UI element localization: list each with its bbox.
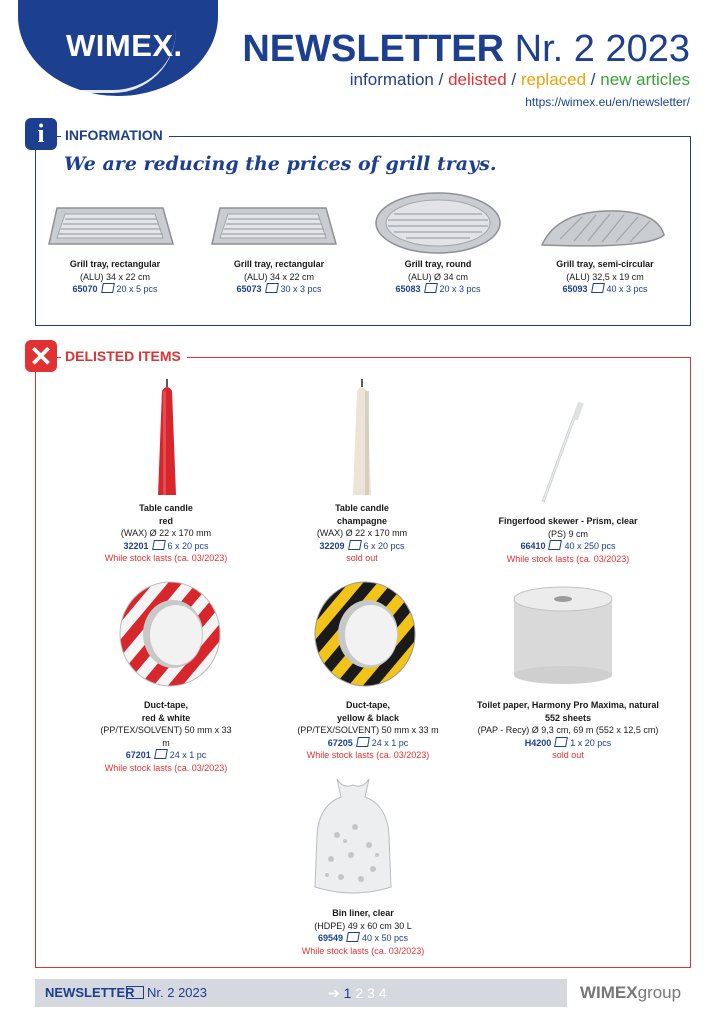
product-pack: 24 x 1 pc [371,737,409,748]
package-icon [152,540,166,550]
envelope-icon [126,986,144,999]
product-code: 67205 [327,737,353,748]
product-variant: 552 sheets [544,712,592,723]
grill-tray-round-image [372,190,504,256]
subtitle-information: information [349,70,434,89]
page-navigation [328,985,386,1002]
product-variant: red [158,515,173,526]
toilet-paper-roll-image [508,585,618,685]
availability-status: sold out [552,750,584,760]
product-card [286,699,450,762]
footer-bar [35,979,567,1007]
information-section-title: INFORMATION [61,127,169,143]
subtitle-new-articles: new articles [600,70,690,89]
product-spec: (ALU) 34 x 22 cm [79,271,151,282]
newsletter-subtitle [350,70,690,90]
product-spec: (PAP - Recy) Ø 9,3 cm, 69 m (552 x 12,5 cm) [477,725,659,735]
wimex-group-logo [580,983,681,1003]
x-icon: ✕ [25,340,57,372]
product-pack: 40 x 3 pcs [606,284,648,294]
product-spec: (HDPE) 49 x 60 cm 30 L [314,920,412,931]
product-pack: 20 x 5 pcs [116,284,158,294]
product-pack: 1 x 20 pcs [570,737,612,748]
package-icon [101,283,115,293]
product-code: 32201 [123,540,149,551]
newsletter-title-number: Nr. 2 2023 [504,28,690,70]
product-spec: (PS) 9 cm [547,528,588,539]
product-card [530,258,680,296]
page-link-1[interactable]: 1 [343,985,352,1001]
package-icon [346,932,360,942]
product-card [204,258,354,296]
product-spec: (WAX) Ø 22 x 170 mm [316,528,408,538]
product-card [470,515,666,565]
package-icon [424,283,438,293]
package-icon [356,737,370,747]
package-icon [591,283,605,293]
package-icon [549,540,563,550]
product-pack: 6 x 20 pcs [167,540,209,551]
subtitle-separator: / [586,70,601,89]
duct-tape-yellow-black-image [308,580,418,690]
bin-liner-image [307,775,399,901]
footer-newsletter-label: NEWSLETTER [45,985,135,1000]
product-variant: champagne [336,515,387,526]
information-headline: We are reducing the prices of grill trays. [64,153,497,175]
champagne-candle-image [345,377,379,499]
package-icon [265,283,279,293]
product-code: 65083 [395,284,421,294]
product-pack: 40 x 50 pcs [362,933,409,943]
grill-tray-rectangular-image [208,200,340,256]
availability-status: While stock lasts (ca. 03/2023) [104,553,228,563]
red-candle-image [150,377,184,499]
subtitle-delisted: delisted [448,70,507,89]
product-pack: 24 x 1 pc [169,750,207,760]
arrow-right-icon: ➔ [328,985,340,1001]
availability-status: While stock lasts (ca. 03/2023) [306,750,430,760]
newsletter-title-strong: NEWSLETTER [242,28,505,70]
product-name: Table candle [335,503,389,513]
product-code: 65070 [72,284,98,294]
newsletter-title [242,28,690,71]
product-name: Grill tray, round [404,259,472,269]
product-code: 65093 [562,284,588,294]
product-name: Grill tray, rectangular [233,259,325,269]
info-icon: i [25,118,57,150]
product-card [96,699,236,774]
product-name: Fingerfood skewer - Prism, clear [498,516,638,526]
product-name: Grill tray, semi-circular [556,259,654,269]
subtitle-separator: / [433,70,449,89]
footer-issue-number: Nr. 2 2023 [147,985,207,1000]
product-name: Duct-tape, [345,700,390,710]
product-name: Toilet paper, Harmony Pro Maxima, natural [477,700,659,710]
product-card [40,258,190,296]
product-pack: 40 x 250 pcs [564,541,616,551]
group-logo-word: group [637,983,682,1002]
subtitle-replaced: replaced [520,70,587,89]
product-card [363,258,513,296]
availability-status: sold out [346,553,378,563]
delisted-section-title: DELISTED ITEMS [61,348,187,364]
group-logo-brand: WIMEX [580,983,638,1002]
product-code: 69549 [317,933,343,943]
package-icon [348,540,362,550]
subtitle-separator: / [506,70,521,89]
product-pack: 6 x 20 pcs [363,540,405,551]
product-spec: (PP/TEX/SOLVENT) 50 mm x 33 m [297,725,439,735]
skewer-image [535,400,585,506]
package-icon [554,737,568,747]
product-card [292,502,432,565]
product-variant: yellow & black [336,712,400,723]
product-pack: 30 x 3 pcs [280,284,322,294]
product-name: Duct-tape, [143,700,188,710]
product-spec: (ALU) Ø 34 cm [407,271,468,282]
product-card [462,699,674,762]
product-name: Bin liner, clear [332,908,394,918]
grill-tray-semi-circular-image [538,205,668,255]
availability-status: While stock lasts (ca. 03/2023) [104,762,228,773]
product-spec: (PP/TEX/SOLVENT) 50 mm x 33 m [100,725,232,748]
product-code: 66410 [520,541,546,551]
wimex-logo: WIMEX. [66,28,183,63]
product-code: H4200 [524,737,552,748]
product-spec: (ALU) 34 x 22 cm [243,271,315,282]
product-spec: (ALU) 32,5 x 19 cm [566,271,644,282]
page-link-4[interactable]: 4 [378,985,387,1001]
product-code: 65073 [236,284,262,294]
product-code: 32209 [319,540,345,551]
availability-status: While stock lasts (ca. 03/2023) [301,945,425,956]
page-link-2[interactable]: 2 [355,985,364,1001]
page-link-3[interactable]: 3 [367,985,375,1001]
grill-tray-rectangular-image [45,200,177,256]
product-card [288,907,438,957]
newsletter-url-link[interactable]: https://wimex.eu/en/newsletter/ [525,95,690,109]
product-code: 67201 [125,750,151,760]
duct-tape-red-white-image [113,580,223,690]
package-icon [154,749,168,759]
product-name: Table candle [139,503,193,513]
product-card [96,502,236,565]
product-name: Grill tray, rectangular [69,259,161,269]
product-variant: red & white [141,712,191,723]
product-pack: 20 x 3 pcs [439,284,481,294]
product-spec: (WAX) Ø 22 x 170 mm [120,528,212,538]
availability-status: While stock lasts (ca. 03/2023) [506,553,630,564]
